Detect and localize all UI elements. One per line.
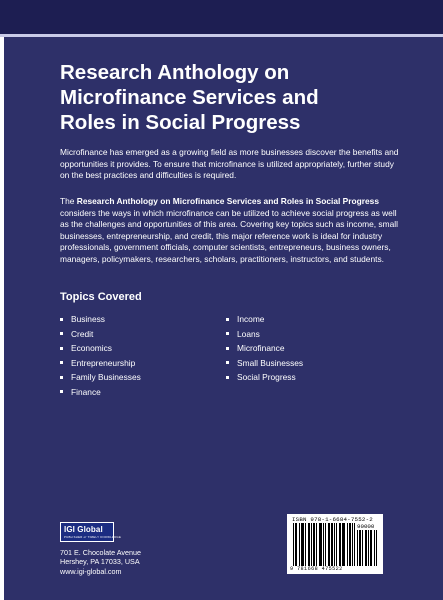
publisher-logo: [60, 522, 122, 542]
topic-label: Business: [71, 314, 105, 324]
address-line: 701 E. Chocolate Avenue: [60, 548, 141, 557]
bullet-icon: [226, 347, 229, 350]
barcode-bar: [359, 530, 360, 566]
barcode-bar: [305, 523, 306, 566]
topic-label: Microfinance: [237, 343, 285, 354]
barcode-bar: [366, 530, 367, 566]
barcode-bar: [357, 530, 358, 566]
barcode-bar: [329, 523, 330, 566]
logo-text: IGI Global: [64, 525, 103, 534]
description-text: The: [60, 196, 77, 206]
topic-item: [60, 356, 141, 371]
barcode-bar: [328, 523, 329, 566]
address-line: Hershey, PA 17033, USA: [60, 557, 140, 567]
barcode-bar: [323, 523, 324, 566]
topic-item: [60, 370, 141, 385]
barcode-digits: 9 781668 475522: [290, 566, 343, 572]
bullet-icon: [60, 332, 63, 335]
barcode-bar: [320, 523, 321, 566]
title-line: Microfinance Services and: [60, 86, 319, 109]
bullet-icon: [60, 390, 63, 393]
barcode-bar: [368, 530, 369, 566]
barcode-bar: [365, 530, 366, 566]
bullet-icon: [226, 318, 229, 321]
bullet-icon: [60, 347, 63, 350]
barcode-bar: [334, 523, 335, 566]
barcode-bar: [370, 530, 371, 566]
barcode-bar: [374, 530, 375, 566]
bullet-icon: [60, 361, 63, 364]
description-book-title: Research Anthology on Microfinance Services and Roles in Social Progress: [76, 196, 379, 206]
topic-item: [60, 341, 141, 356]
barcode-bar: [344, 523, 345, 566]
topics-list-right: [226, 312, 303, 385]
bullet-icon: [60, 318, 63, 321]
barcode-bar: [295, 523, 296, 566]
price-code: 90000: [357, 523, 375, 530]
bullet-icon: [60, 376, 63, 379]
topic-label: Credit: [71, 328, 94, 339]
topic-label: Small Businesses: [237, 357, 304, 368]
topic-label: Economics: [71, 343, 112, 354]
barcode-bar: [343, 523, 344, 566]
barcode-bar: [301, 523, 302, 566]
barcode-bar: [350, 523, 351, 566]
topic-item: [226, 312, 303, 327]
topic-label: Loans: [237, 328, 260, 339]
bullet-icon: [226, 376, 229, 379]
barcode-bar: [336, 523, 337, 566]
top-rule: [0, 34, 443, 37]
barcode-bar: [352, 523, 353, 566]
topics-heading: Topics Covered: [60, 291, 142, 303]
title-line: Research Anthology on: [60, 61, 290, 84]
barcode-bar: [349, 523, 350, 566]
barcode-bar: [354, 523, 355, 566]
barcode-bar: [296, 523, 297, 566]
topic-label: Family Businesses: [71, 372, 141, 383]
barcode-bar: [303, 523, 304, 566]
top-band: [0, 0, 443, 34]
title-line: Roles in Social Progress: [60, 111, 301, 134]
description-paragraph: [60, 196, 400, 266]
barcode-bar: [321, 523, 322, 566]
topic-label: Social Progress: [237, 372, 296, 383]
barcode-bar: [371, 530, 372, 566]
bullet-icon: [226, 332, 229, 335]
barcode-bar: [347, 523, 348, 566]
barcode-bar: [302, 523, 303, 566]
barcode-bar: [313, 523, 314, 566]
barcode-bar: [319, 523, 320, 566]
barcode-bar: [325, 523, 326, 566]
topic-label: Finance: [71, 386, 101, 397]
barcode-bar: [332, 523, 333, 566]
barcode-bar: [308, 523, 309, 566]
barcode-bar: [360, 530, 361, 566]
topic-item: [226, 356, 303, 371]
barcode-bar: [311, 523, 312, 566]
barcode-bar: [316, 523, 317, 566]
barcode-bar: [299, 523, 300, 566]
barcode-bar: [293, 523, 294, 566]
topic-item: [226, 341, 303, 356]
topic-item: [60, 385, 141, 400]
topic-label: Entrepreneurship: [71, 357, 136, 368]
barcode-bar: [362, 530, 363, 566]
publisher-address: [60, 548, 141, 576]
barcode-bar: [339, 523, 340, 566]
topic-item: [60, 327, 141, 342]
address-line: www.igi-global.com: [60, 566, 122, 576]
topic-item: [226, 370, 303, 385]
topic-item: [60, 312, 141, 327]
barcode-addon-icon: [357, 530, 379, 566]
topic-label: Income: [237, 314, 265, 324]
topic-item: [226, 327, 303, 342]
description-paragraph: Microfinance has emerged as a growing field as more businesses discover the benefits and opportunities it provides. To ensure that microfinance is utilized appropriately, further study on the best practices and difficulties is required.: [60, 147, 399, 181]
barcode-bar: [376, 530, 377, 566]
spine-edge: [0, 37, 4, 600]
barcode-bar: [309, 523, 310, 566]
bullet-icon: [226, 361, 229, 364]
description-text: considers the ways in which microfinance can be utilized to achieve social progress as well as the challenges and opportunities of this area. Covering key topics such as income, small businesses, entrepreneurship, and credit, this major reference work is ideal for industry professionals, government officials, computer scientists, entrepreneurs, business owners, managers, policymakers, researchers, scholars, practitioners, instructors, and students.: [60, 207, 398, 264]
barcode-icon: [293, 523, 355, 566]
barcode-bar: [340, 523, 341, 566]
logo-tagline: PUBLISHER of TIMELY KNOWLEDGE: [64, 535, 122, 539]
topics-list-left: [60, 312, 141, 400]
isbn-barcode: [287, 514, 383, 574]
barcode-bar: [331, 523, 332, 566]
barcode-bar: [314, 523, 315, 566]
book-title: [60, 60, 410, 135]
isbn-label: ISBN 978-1-6684-7552-2: [292, 516, 373, 523]
barcode-bar: [342, 523, 343, 566]
